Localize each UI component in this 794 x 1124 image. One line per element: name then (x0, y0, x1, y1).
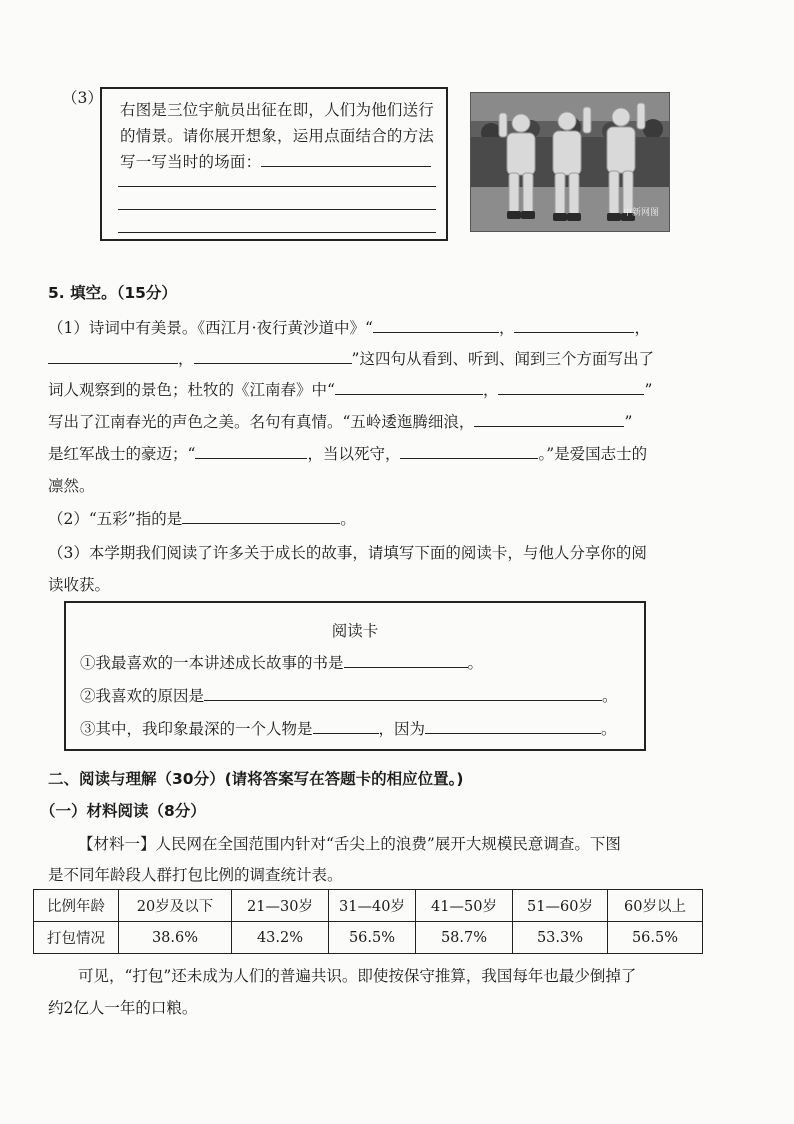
reading-card-item: ②我喜欢的原因是 。 (80, 684, 618, 706)
prompt-line: 的情景。请你展开想象，运用点面结合的方法 (120, 127, 435, 145)
answer-blank[interactable] (48, 348, 178, 365)
packing-survey-table (33, 889, 703, 954)
reading-card-item: ①我最喜欢的一本讲述成长故事的书是 。 (80, 651, 483, 673)
answer-blank[interactable] (335, 379, 483, 396)
table-cell: 31—40岁 (329, 890, 416, 922)
answer-blank[interactable] (474, 411, 624, 428)
text-line: 是红军战士的豪迈；“ ，当以死守， 。”是爱国志士的 (48, 442, 647, 464)
part-2-title: 二、阅读与理解（30分）(请将答案写在答题卡的相应位置。) (48, 770, 464, 788)
table-cell: 41—50岁 (416, 890, 513, 922)
conclusion-text: 可见，“打包”还未成为人们的普遍共识。即使按保守推算，我国每年也最少倒掉了 (78, 967, 637, 985)
table-cell: 21—30岁 (232, 890, 329, 922)
table-cell: 58.7% (416, 922, 513, 954)
answer-blank[interactable] (373, 317, 499, 334)
table-cell: 53.3% (513, 922, 608, 954)
answer-blank[interactable] (400, 443, 538, 460)
astronauts-illustration (471, 93, 670, 232)
answer-blank[interactable] (195, 443, 307, 460)
conclusion-text: 约2亿人一年的口粮。 (48, 999, 198, 1017)
answer-blank[interactable] (514, 317, 634, 334)
answer-line[interactable] (118, 232, 436, 233)
text-line: 词人观察到的景色；杜牧的《江南春》中“ ， ” (48, 378, 652, 400)
table-cell: 56.5% (329, 922, 416, 954)
prompt-line: 写一写当时的场面： (120, 149, 438, 175)
table-cell: 38.6% (119, 922, 232, 954)
text-line: 写出了江南春光的声色之美。名句有真情。“五岭逶迤腾细浪， ” (48, 410, 632, 432)
answer-blank[interactable] (313, 718, 379, 735)
table-cell: 43.2% (232, 922, 329, 954)
material-1-text: 【材料一】人民网在全国范围内针对“舌尖上的浪费”展开大规模民意调查。下图 (78, 835, 621, 853)
answer-blank[interactable] (182, 508, 340, 525)
astronauts-photo (470, 92, 670, 232)
text-line: （1）诗词中有美景。《西江月·夜行黄沙道中》“ ， ， (48, 316, 650, 338)
answer-blank[interactable] (194, 348, 352, 365)
answer-blank[interactable] (498, 379, 644, 396)
answer-blank[interactable] (261, 151, 431, 168)
writing-prompt-text (120, 97, 438, 175)
table-row (34, 922, 703, 954)
text-line: 凛然。 (48, 477, 95, 495)
text-line: 读收获。 (48, 576, 111, 594)
writing-prompt-box (100, 87, 448, 241)
question-3-label: （3） (62, 89, 103, 107)
answer-blank[interactable] (425, 718, 601, 735)
text-line: （3）本学期我们阅读了许多关于成长的故事，请填写下面的阅读卡，与他人分享你的阅 (48, 544, 647, 562)
table-cell: 打包情况 (34, 922, 119, 954)
photo-caption: 中新网图 (623, 208, 660, 218)
material-1-text: 是不同年龄段人群打包比例的调查统计表。 (48, 866, 343, 884)
reading-card-item: ③其中，我印象最深的一个人物是 ，因为 。 (80, 717, 617, 739)
table-cell: 20岁及以下 (119, 890, 232, 922)
material-reading-title: （一）材料阅读（8分） (40, 802, 206, 820)
text-line: ， ”这四句从看到、听到、闻到三个方面写出了 (48, 347, 654, 369)
answer-line[interactable] (118, 209, 436, 210)
answer-blank[interactable] (344, 652, 468, 669)
answer-line[interactable] (118, 186, 436, 187)
text-line: （2）“五彩”指的是 。 (48, 507, 356, 529)
answer-blank[interactable] (204, 685, 602, 702)
prompt-line: 右图是三位宇航员出征在即，人们为他们送行 (120, 101, 435, 119)
table-header-row (34, 890, 703, 922)
reading-card (64, 601, 646, 751)
reading-card-title: 阅读卡 (331, 622, 379, 640)
table-cell: 比例年龄 (34, 890, 119, 922)
table-cell: 60岁以上 (608, 890, 703, 922)
table-cell: 56.5% (608, 922, 703, 954)
table-cell: 51—60岁 (513, 890, 608, 922)
section-5-title: 5. 填空。（15分） (48, 284, 177, 302)
